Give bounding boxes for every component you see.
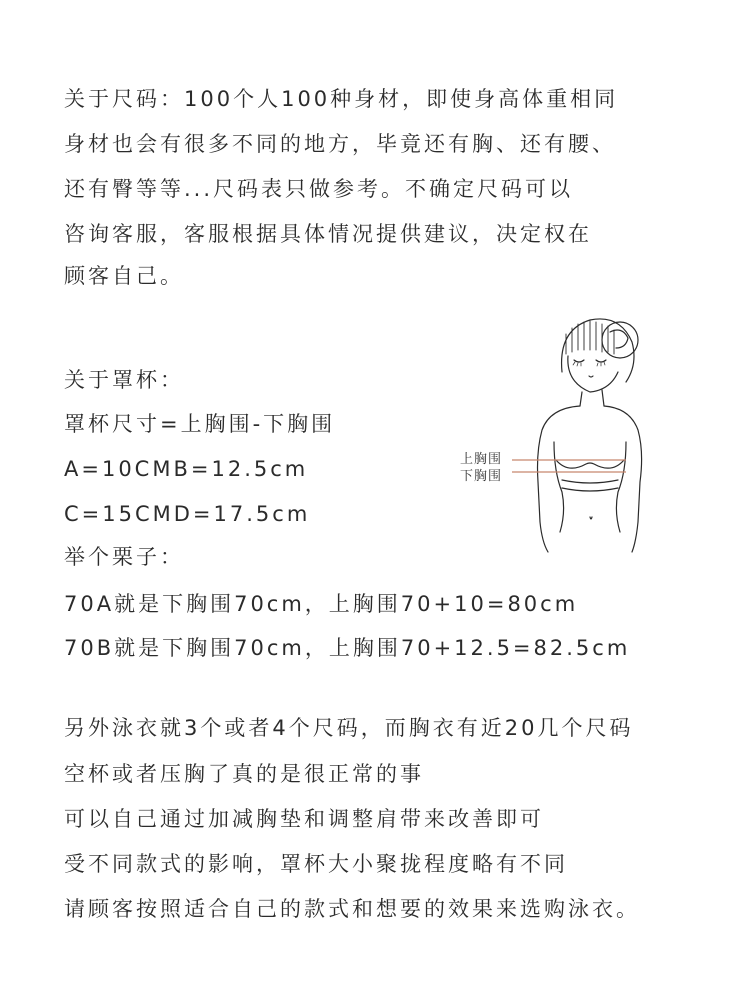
example-70a: 70A就是下胸围70cm，上胸围70+10=80cm	[64, 592, 579, 616]
under-bust-label: 下胸围	[460, 469, 503, 484]
upper-bust-label: 上胸围	[460, 452, 503, 467]
size-note-line: 还有臀等等...尺码表只做参考。不确定尺码可以	[64, 177, 574, 201]
size-note-line: 身材也会有很多不同的地方，毕竟还有胸、还有腰、	[64, 132, 616, 156]
hair-bun	[602, 322, 638, 358]
cup-note-title: 关于罩杯：	[64, 368, 184, 392]
hair-bangs	[566, 321, 614, 354]
swim-note-line: 可以自己通过加减胸垫和调整肩带来改善即可	[64, 807, 544, 831]
torso-right	[616, 442, 626, 532]
size-note-line: 关于尺码：100个人100种身材，即使身高体重相同	[64, 87, 619, 111]
swim-note-line: 空杯或者压胸了真的是很正常的事	[64, 762, 424, 786]
left-lashes	[573, 362, 581, 366]
swim-note-line: 请顾客按照适合自己的款式和想要的效果来选购泳衣。	[64, 897, 640, 921]
cup-formula: 罩杯尺寸=上胸围-下胸围	[64, 412, 336, 436]
left-arm	[538, 406, 581, 552]
right-eye	[596, 360, 606, 362]
left-eye	[574, 360, 584, 362]
right-arm	[604, 406, 642, 552]
example-70b: 70B就是下胸围70cm，上胸围70+12.5=82.5cm	[64, 636, 631, 660]
swim-note-line: 受不同款式的影响，罩杯大小聚拢程度略有不同	[64, 852, 568, 876]
cup-cd-values: C=15CMD=17.5cm	[64, 502, 311, 526]
torso-left	[554, 442, 564, 532]
size-note-line: 咨询客服，客服根据具体情况提供建议，决定权在	[64, 222, 592, 246]
neck	[580, 390, 604, 406]
bust-curve	[556, 460, 624, 468]
hair-bun-curl	[610, 330, 628, 348]
swim-note-line: 另外泳衣就3个或者4个尺码，而胸衣有近20几个尺码	[64, 716, 634, 740]
mouth	[589, 376, 593, 377]
underbust-band-top	[562, 480, 618, 483]
example-title: 举个栗子：	[64, 545, 184, 569]
bust-measurement-illustration	[450, 312, 660, 557]
size-note-line: 顾客自己。	[64, 264, 184, 288]
underbust-band-bottom	[562, 488, 618, 491]
navel	[590, 517, 592, 519]
cup-ab-values: A=10CMB=12.5cm	[64, 457, 309, 481]
